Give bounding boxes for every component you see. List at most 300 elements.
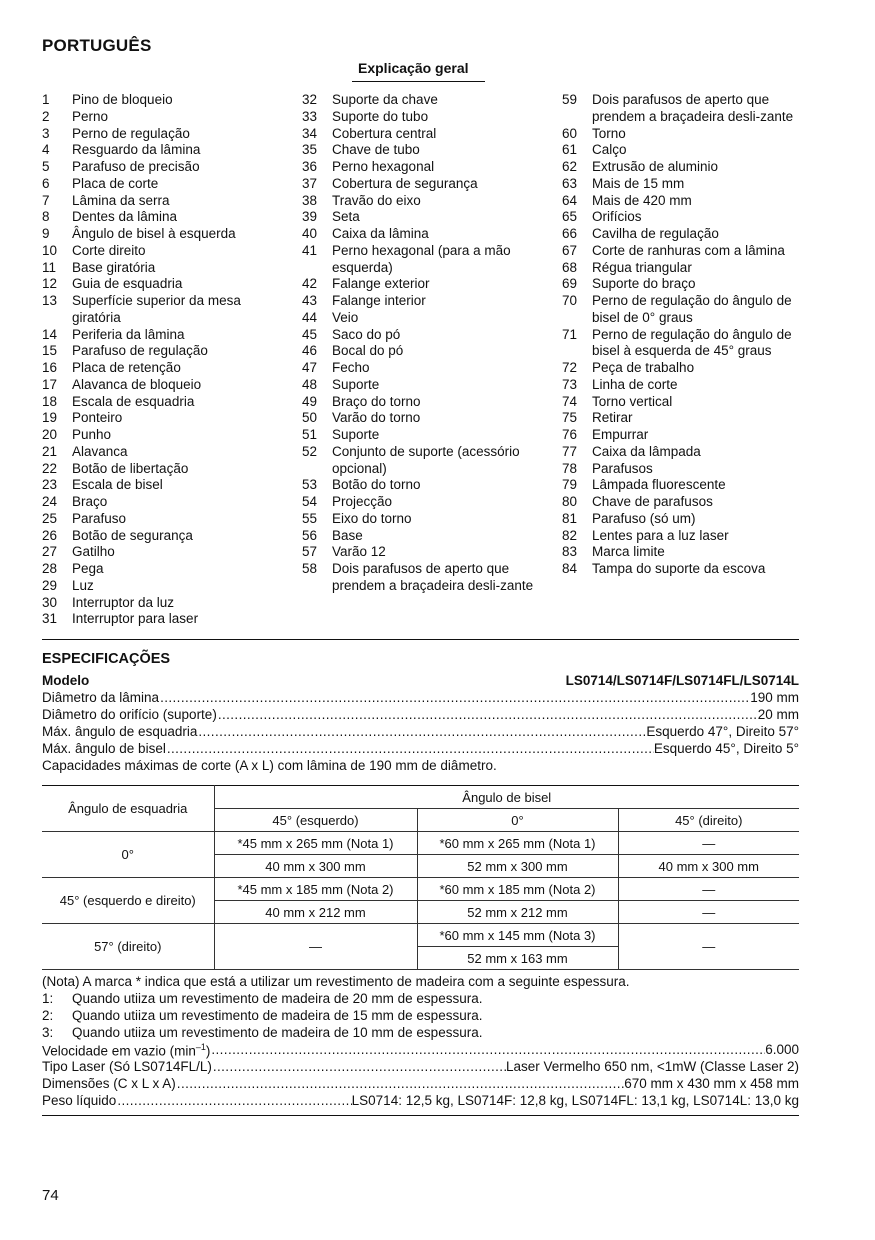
part-number: 4 [42,142,50,158]
note-number: 2: [42,1008,54,1023]
part-item [562,477,802,494]
part-number: 60 [562,125,578,141]
part-item [42,528,277,545]
part-item [562,544,802,561]
divider [42,639,799,640]
part-item [42,611,277,628]
part-number: 7 [42,192,50,208]
bevel-header: Ângulo de bisel [214,786,799,809]
part-item [42,360,277,377]
spec-row [42,741,799,756]
part-number: 41 [302,242,318,258]
part-item [42,394,277,411]
miter-header: Ângulo de esquadria [42,786,214,832]
part-item [42,578,277,595]
part-number: 66 [562,226,578,241]
table-cell: 52 mm x 163 mm [417,947,618,970]
part-item [302,159,537,176]
part-item [302,360,537,377]
spec-value: 670 mm x 430 mm x 458 mm [624,1076,799,1091]
part-number: 5 [42,159,50,174]
part-number: 80 [562,494,578,509]
row-label: 57° (direito) [42,924,214,970]
part-item [562,494,802,511]
part-number: 79 [562,477,578,493]
spec-value: LS0714: 12,5 kg, LS0714F: 12,8 kg, LS0714FL: 13,1 kg, LS0714L: 13,0 kg [351,1093,799,1108]
part-item [302,343,537,360]
part-label: Luz [72,577,94,593]
part-number: 1 [42,92,50,107]
part-item [42,92,277,109]
spec-label: Máx. ângulo de esquadria [42,724,198,739]
part-number: 37 [302,175,318,191]
note-item [42,1024,630,1041]
row-label: 45° (esquerdo e direito) [42,878,214,924]
part-number: 42 [302,276,318,292]
part-label: Pega [72,561,104,576]
part-item [302,209,537,226]
part-label: Interruptor da luz [72,594,175,610]
model-value: LS0714/LS0714F/LS0714FL/LS0714L [565,673,799,688]
part-number: 32 [302,92,318,107]
part-number: 63 [562,175,578,191]
part-label: Marca limite [592,544,665,560]
part-item [42,511,277,528]
part-label: Chave de tubo [332,142,420,158]
part-label: Alavanca [72,443,128,459]
part-number: 6 [42,175,50,191]
part-label: Guia de esquadria [72,276,183,292]
part-number: 44 [302,309,318,325]
part-label: Falange exterior [332,276,430,292]
part-label: Saco do pó [332,326,401,342]
part-item [562,159,802,176]
part-label: Perno [72,108,109,124]
part-label: Lâmina da serra [72,192,170,208]
speed-label: Velocidade em vazio (min [42,1043,196,1059]
part-number: 46 [302,343,318,359]
part-item [562,394,802,411]
part-item [42,276,277,293]
part-item [42,427,277,444]
part-label: Dois parafusos de aperto que prendem a braçadeira desli-zante [332,561,534,593]
part-label: Base [332,527,363,543]
part-number: 47 [302,360,318,375]
part-number: 34 [302,125,318,141]
part-item [562,360,802,377]
part-label: Torno vertical [592,393,673,409]
part-label: Mais de 420 mm [592,192,692,208]
part-number: 58 [302,561,318,576]
part-number: 11 [42,259,57,275]
part-item [302,176,537,193]
part-number: 73 [562,376,578,392]
part-item [302,544,537,561]
part-label: Base giratória [72,259,156,275]
part-number: 69 [562,276,578,292]
part-number: 40 [302,226,318,241]
part-item [302,327,537,344]
spec-value: Laser Vermelho 650 nm, <1mW (Classe Laser 2) [506,1059,799,1074]
part-label: Travão do eixo [332,192,421,208]
part-item [302,427,537,444]
part-item [302,109,537,126]
part-label: Suporte [332,376,380,392]
spec-row-weight [42,1093,799,1108]
part-number: 61 [562,142,578,158]
model-label: Modelo [42,673,90,688]
note-text: Quando utiiza um revestimento de madeira de 15 mm de espessura. [72,1008,483,1023]
part-item [42,494,277,511]
part-label: Botão de libertação [72,460,189,476]
part-item [302,494,537,511]
part-label: Perno de regulação do ângulo de bisel à esquerda de 45° graus [592,326,792,359]
table-cell: — [618,901,799,924]
part-number: 21 [42,443,58,459]
part-number: 59 [562,92,578,107]
part-label: Escala de esquadria [72,393,195,409]
part-number: 74 [562,393,578,409]
part-number: 84 [562,561,578,576]
part-item [562,92,802,126]
part-item [302,410,537,427]
part-number: 2 [42,108,50,124]
part-label: Botão do torno [332,477,421,493]
divider [42,1115,799,1116]
part-number: 54 [302,494,318,509]
part-number: 45 [302,326,318,342]
part-label: Suporte da chave [332,92,438,107]
part-item [42,142,277,159]
part-item [302,511,537,528]
part-label: Braço do torno [332,393,421,409]
part-item [562,511,802,528]
spec-label: Peso líquido [42,1093,117,1108]
part-item [42,159,277,176]
part-item [562,276,802,293]
part-item [562,209,802,226]
speed-unit-sup: –1 [195,1042,206,1052]
part-number: 35 [302,142,318,158]
part-item [562,427,802,444]
part-number: 22 [42,460,58,476]
part-label: Parafusos [592,460,653,476]
part-number: 33 [302,108,318,124]
part-item [42,327,277,344]
part-number: 26 [42,527,58,543]
table-cell: — [618,878,799,901]
part-item [302,444,537,478]
part-item [302,561,537,595]
part-label: Periferia da lâmina [72,326,185,342]
part-label: Orifícios [592,209,642,225]
spec-row [42,724,799,739]
part-number: 72 [562,360,578,375]
row-label: 0° [42,832,214,878]
part-label: Ângulo de bisel à esquerda [72,226,236,241]
part-number: 48 [302,376,318,392]
part-label: Veio [332,309,359,325]
part-item [302,226,537,243]
part-number: 43 [302,293,318,308]
table-cell: 45° (esquerdo) [214,809,417,832]
part-label: Placa de retenção [72,360,181,375]
part-label: Suporte do braço [592,276,696,292]
part-number: 29 [42,577,58,593]
part-label: Calço [592,142,627,158]
part-number: 27 [42,544,58,560]
part-item [562,528,802,545]
note-item [42,990,630,1007]
part-item [42,243,277,260]
spec-row-speed [42,1042,799,1059]
part-item [562,461,802,478]
part-label: Lâmpada fluorescente [592,477,726,493]
part-number: 12 [42,276,58,292]
part-item [42,595,277,612]
part-item [42,461,277,478]
part-label: Escala de bisel [72,477,163,493]
part-label: Perno de regulação [72,125,190,141]
part-item [562,561,802,578]
part-number: 78 [562,460,578,476]
part-label: Caixa da lâmina [332,226,429,241]
part-item [562,193,802,210]
part-number: 14 [42,326,58,342]
part-item [42,176,277,193]
part-label: Lentes para a luz laser [592,527,729,543]
table-row [42,832,799,855]
part-number: 24 [42,494,58,509]
notes-intro: (Nota) A marca * indica que está a utilizar um revestimento de madeira com a seguinte espessura. [42,974,630,989]
part-label: Peça de trabalho [592,360,695,375]
model-row [42,673,799,688]
part-number: 30 [42,594,58,610]
part-label: Dentes da lâmina [72,209,178,225]
table-cell: 52 mm x 300 mm [417,855,618,878]
section-title: Explicação geral [358,60,469,76]
part-item [302,243,537,277]
part-number: 55 [302,510,318,526]
note-text: Quando utiiza um revestimento de madeira de 20 mm de espessura. [72,991,483,1006]
part-label: Conjunto de suporte (acessório opcional) [332,443,520,476]
part-item [302,276,537,293]
part-item [562,327,802,361]
part-item [42,477,277,494]
table-cell: 45° (direito) [618,809,799,832]
part-item [302,528,537,545]
part-label: Cavilha de regulação [592,226,719,241]
part-label: Empurrar [592,427,649,442]
language-heading: PORTUGUÊS [42,36,152,55]
part-label: Projecção [332,494,393,509]
part-item [42,260,277,277]
part-label: Parafuso de regulação [72,343,208,359]
part-label: Fecho [332,360,370,375]
table-cell: — [618,832,799,855]
part-item [562,142,802,159]
part-item [562,126,802,143]
part-item [562,226,802,243]
part-number: 52 [302,443,318,459]
part-number: 75 [562,410,578,426]
part-item [562,243,802,260]
speed-label-end: ) [205,1043,211,1059]
part-number: 57 [302,544,318,560]
parts-list-col2 [302,92,537,595]
spec-label: Dimensões (C x L x A) [42,1076,176,1091]
part-item [42,226,277,243]
part-label: Cobertura central [332,125,437,141]
section-title-underline [352,81,485,82]
table-cell: *45 mm x 185 mm (Nota 2) [214,878,417,901]
spec-value: Esquerdo 47°, Direito 57° [646,724,799,739]
spec-label: Diâmetro da lâmina [42,690,160,705]
part-label: Dois parafusos de aperto que prendem a braçadeira desli-zante [592,92,794,124]
part-number: 51 [302,427,318,442]
spec-row [42,707,799,722]
table-cell: 52 mm x 212 mm [417,901,618,924]
part-number: 19 [42,410,58,426]
part-number: 20 [42,427,58,442]
spec-value: 6.000 [765,1042,799,1057]
part-number: 53 [302,477,318,493]
spec-value: 190 mm [750,690,799,705]
note-text: Quando utiiza um revestimento de madeira de 10 mm de espessura. [72,1025,483,1040]
part-item [302,477,537,494]
table-cell: *60 mm x 185 mm (Nota 2) [417,878,618,901]
table-cell: 0° [417,809,618,832]
part-label: Parafuso [72,510,127,526]
part-label: Alavanca de bloqueio [72,376,202,392]
part-label: Gatilho [72,544,115,560]
part-item [42,410,277,427]
part-number: 83 [562,544,578,560]
part-item [42,343,277,360]
part-number: 71 [562,326,578,342]
part-item [42,109,277,126]
notes-block [42,973,630,1041]
spec-value: Esquerdo 45°, Direito 5° [653,741,799,756]
part-item [302,293,537,310]
part-item [562,260,802,277]
table-cell: *45 mm x 265 mm (Nota 1) [214,832,417,855]
part-number: 81 [562,510,578,526]
part-label: Corte de ranhuras com a lâmina [592,242,785,258]
table-row [42,878,799,901]
part-item [562,410,802,427]
part-number: 36 [302,159,318,174]
spec-label [42,1042,210,1059]
part-label: Varão do torno [332,410,421,426]
table-row [42,924,799,947]
part-item [302,193,537,210]
part-label: Perno de regulação do ângulo de bisel de 0° graus [592,293,792,325]
part-label: Parafuso (só um) [592,510,696,526]
part-label: Caixa da lâmpada [592,443,701,459]
spec-row-laser [42,1059,799,1074]
part-label: Braço [72,494,108,509]
part-number: 82 [562,527,578,543]
part-number: 16 [42,360,58,375]
table-cell: 40 mm x 300 mm [214,855,417,878]
part-label: Varão 12 [332,544,386,560]
part-item [562,377,802,394]
part-label: Cobertura de segurança [332,175,478,191]
part-number: 56 [302,527,318,543]
part-item [562,444,802,461]
part-number: 76 [562,427,578,442]
part-number: 49 [302,393,318,409]
note-number: 3: [42,1025,54,1040]
part-number: 38 [302,192,318,208]
spec-label: Diâmetro do orifício (suporte) [42,707,217,722]
spec-label: Tipo Laser (Só LS0714FL/L) [42,1059,212,1074]
part-label: Suporte [332,427,380,442]
part-item [42,544,277,561]
spec-label: Máx. ângulo de bisel [42,741,166,756]
part-label: Corte direito [72,242,146,258]
part-number: 31 [42,611,58,627]
part-number: 65 [562,209,578,225]
part-item [302,394,537,411]
spec-row-dimensions [42,1076,799,1091]
part-label: Mais de 15 mm [592,175,685,191]
part-number: 10 [42,242,58,258]
part-item [42,193,277,210]
part-number: 39 [302,209,318,225]
spec-row [42,690,799,705]
table-cell: — [618,924,799,970]
part-label: Eixo do torno [332,510,412,526]
parts-list-col3 [562,92,802,578]
part-number: 23 [42,477,58,493]
part-number: 62 [562,159,578,174]
part-item [562,176,802,193]
part-label: Interruptor para laser [72,611,199,627]
part-label: Seta [332,209,360,225]
part-number: 13 [42,293,58,308]
part-label: Botão de segurança [72,527,193,543]
part-number: 18 [42,393,58,409]
part-label: Pino de bloqueio [72,92,173,107]
part-number: 77 [562,443,578,459]
part-label: Parafuso de precisão [72,159,200,174]
part-label: Suporte do tubo [332,108,429,124]
table-row [42,786,799,809]
part-item [302,310,537,327]
note-number: 1: [42,991,54,1006]
part-label: Linha de corte [592,376,678,392]
part-label: Punho [72,427,112,442]
part-item [42,444,277,461]
part-number: 64 [562,192,578,208]
part-item [302,377,537,394]
part-number: 67 [562,242,578,258]
part-number: 28 [42,561,58,576]
part-item [42,126,277,143]
part-label: Ponteiro [72,410,123,426]
part-number: 50 [302,410,318,426]
part-item [302,126,537,143]
table-cell: *60 mm x 265 mm (Nota 1) [417,832,618,855]
part-item [302,142,537,159]
part-number: 17 [42,376,58,392]
part-label: Chave de parafusos [592,494,713,509]
part-label: Tampa do suporte da escova [592,561,766,576]
parts-list-col1 [42,92,277,628]
part-label: Superfície superior da mesa giratória [72,293,241,325]
